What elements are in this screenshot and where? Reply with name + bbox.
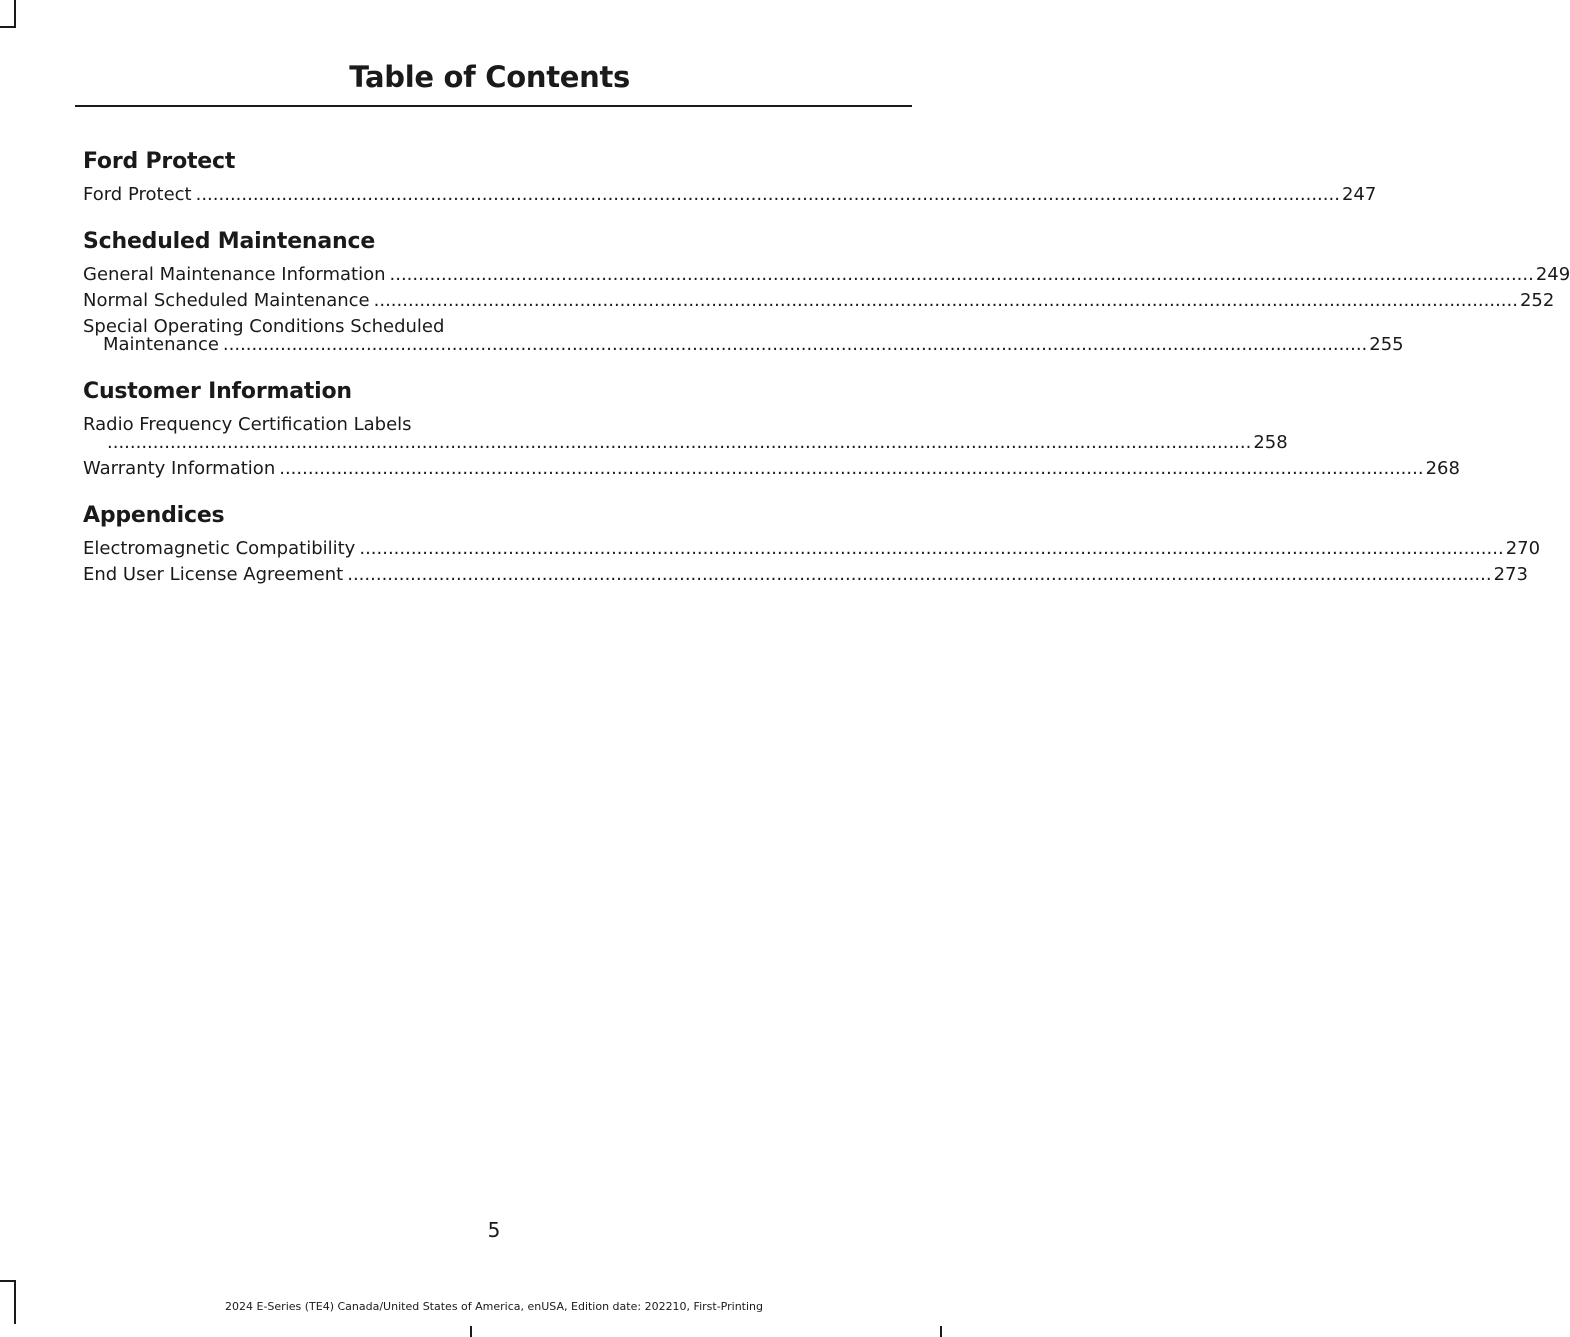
toc-entry-link[interactable] <box>83 264 1570 285</box>
entry-title: Normal Scheduled Maintenance <box>83 290 370 311</box>
entry-title: End User License Agreement <box>83 564 344 585</box>
dot-leader: ........................................................................................................................................................................................................ <box>222 334 1368 355</box>
toc-section <box>83 500 1541 585</box>
toc-section <box>83 376 1460 479</box>
crop-mark-top-left-h <box>0 26 16 28</box>
toc-entry-link[interactable] <box>83 458 1460 479</box>
entry-title-line: Special Operating Conditions Scheduled <box>83 316 445 337</box>
entry-title: Maintenance <box>103 334 219 355</box>
dot-leader: ........................................................................................................................................................................................................ <box>389 264 1534 285</box>
entry-page-number: 247 <box>1341 184 1377 205</box>
section-title: Ford Protect <box>83 149 236 174</box>
section-title: Customer Information <box>83 379 352 404</box>
table-of-contents <box>83 146 1570 606</box>
toc-entry-link[interactable] <box>83 290 1555 311</box>
entry-title: General Maintenance Information <box>83 264 386 285</box>
entry-page-number: 255 <box>1369 334 1404 355</box>
crop-mark-bottom-right <box>940 1326 942 1337</box>
entry-page-number: 258 <box>1253 432 1288 453</box>
toc-entry-link[interactable] <box>83 414 1288 453</box>
crop-mark-bottom-left-h <box>0 1280 16 1282</box>
toc-entry-link[interactable] <box>83 316 1404 355</box>
entry-page-number: 270 <box>1505 538 1541 559</box>
dot-leader: ........................................................................................................................................................................................................ <box>373 290 1518 311</box>
toc-section <box>83 146 1377 205</box>
entry-page-number: 268 <box>1425 458 1460 479</box>
entry-title: Warranty Information <box>83 458 276 479</box>
toc-entry-link[interactable] <box>83 564 1528 585</box>
entry-title-line: Radio Frequency Certification Labels <box>83 414 412 435</box>
dot-leader: ........................................................................................................................................................................................................ <box>359 538 1504 559</box>
header-divider <box>75 105 912 107</box>
page-number: 5 <box>487 1218 501 1242</box>
page-title: Table of Contents <box>349 60 630 94</box>
toc-entry-link[interactable] <box>83 538 1541 559</box>
entry-page-number: 249 <box>1535 264 1570 285</box>
entry-title: Electromagnetic Compatibility <box>83 538 356 559</box>
toc-section <box>83 226 1570 355</box>
entry-page-number: 273 <box>1493 564 1528 585</box>
footer-edition-info: 2024 E-Series (TE4) Canada/United States of America, enUSA, Edition date: 202210, First-Printing <box>225 1300 763 1313</box>
entry-page-number: 252 <box>1519 290 1555 311</box>
entry-title: Ford Protect <box>83 184 192 205</box>
crop-mark-bottom-mid <box>470 1326 472 1337</box>
dot-leader: ........................................................................................................................................................................................................ <box>195 184 1340 205</box>
section-title: Appendices <box>83 503 225 528</box>
toc-entry-link[interactable] <box>83 184 1377 205</box>
section-title: Scheduled Maintenance <box>83 229 376 254</box>
dot-leader: ........................................................................................................................................................................................................ <box>107 432 1252 453</box>
dot-leader: ........................................................................................................................................................................................................ <box>347 564 1492 585</box>
crop-mark-top-left-v <box>14 0 16 28</box>
dot-leader: ........................................................................................................................................................................................................ <box>279 458 1424 479</box>
